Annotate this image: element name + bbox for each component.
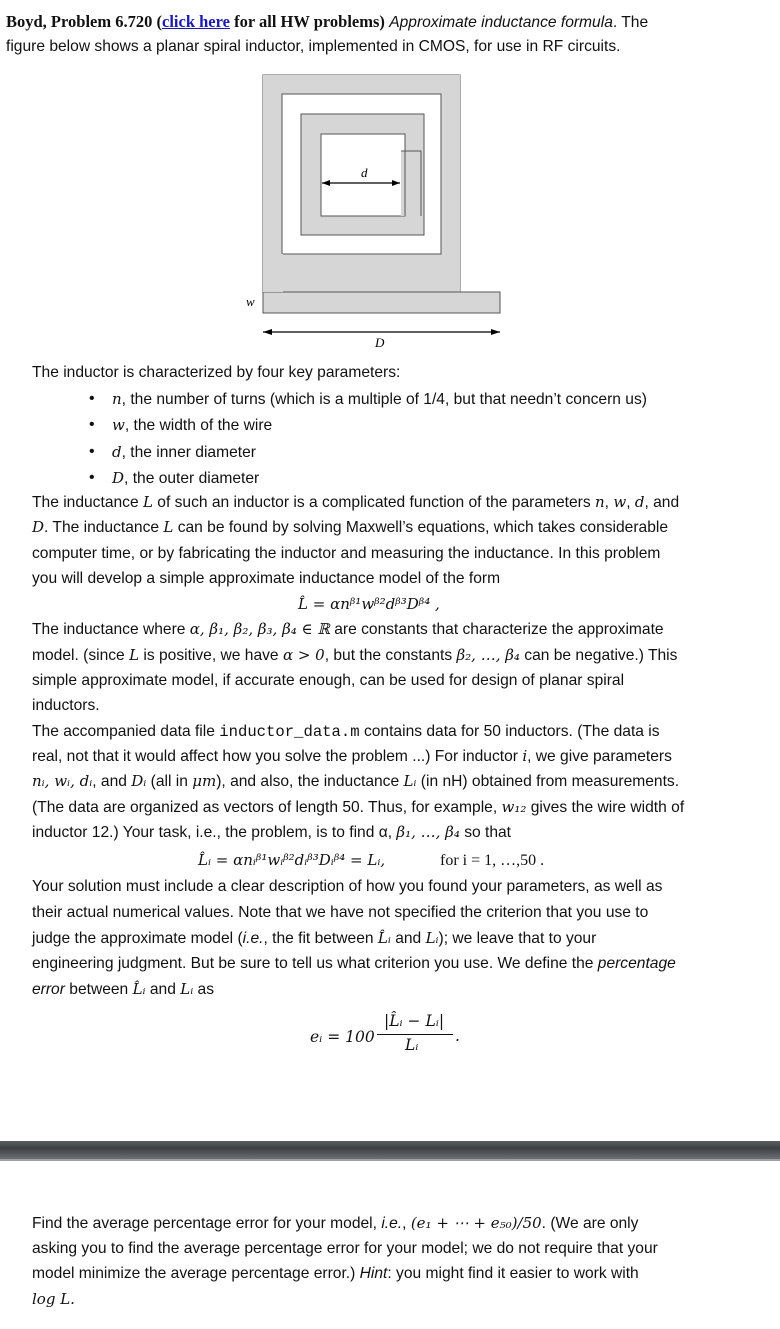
para3-line2: real, not that it would affect how you solve the problem ...) For inductor i, we give parameters [32, 747, 672, 765]
para1-line2: D. The inductance L can be found by solving Maxwell’s equations, which takes considerable [32, 518, 669, 536]
label-w: w [246, 294, 255, 309]
para5-line4: log L. [32, 1290, 75, 1308]
para5-line1: Find the average percentage error for your model, i.e., (e₁ + ⋯ + e₅₀)/50. (We are only [32, 1214, 639, 1232]
para4-line4: engineering judgment. But be sure to tell us what criterion you use. We define the percentage [32, 955, 676, 972]
para3-line5: inductor 12.) Your task, i.e., the problem, is to find α, β₁, …, β₄ so that [32, 823, 512, 841]
label-d: d [361, 165, 368, 180]
para5-line3: model minimize the average percentage error.) Hint: you might find it easier to work with [32, 1265, 639, 1282]
para4-line3: judge the approximate model (i.e., the fit between L̂ᵢ and Lᵢ); we leave that to your [32, 929, 597, 947]
list-item: • d, the inner diameter [112, 439, 647, 465]
para2-line1: The inductance where α, β₁, β₂, β₃, β₄ ∈ ℝ are constants that characterize the approximate [32, 620, 664, 638]
spiral-wire [263, 75, 500, 313]
para1-line3: computer time, or by fabricating the inductor and measuring the inductance. In this problem [32, 545, 661, 562]
intro-line-2: figure below shows a planar spiral inductor, implemented in CMOS, for use in RF circuits. [6, 38, 621, 55]
hw-problems-link[interactable]: click here [162, 12, 230, 31]
para4-line5: error between L̂ᵢ and Lᵢ as [32, 980, 215, 998]
params-intro: The inductor is characterized by four key parameters: [32, 364, 401, 381]
list-item: • w, the width of the wire [112, 412, 647, 438]
para1-line1: The inductance L of such an inductor is a complicated function of the parameters n, w, d, and [32, 493, 680, 511]
problem-title: Boyd, Problem 6.720 ( [6, 12, 162, 31]
problem-topic: Approximate inductance formula [389, 14, 613, 31]
label-D: D [375, 335, 385, 350]
formula-fit-range: for i = 1, …,50 . [440, 852, 545, 869]
params-list [112, 386, 647, 491]
problem-header [6, 9, 648, 35]
para2-line4: inductors. [32, 697, 100, 714]
para4-line1: Your solution must include a clear description of how you found your parameters, as well as [32, 878, 663, 895]
para2-line3: simple approximate model, if accurate enough, can be used for design of planar spiral [32, 672, 625, 689]
section-divider-edge [0, 1159, 780, 1161]
para3-line3: nᵢ, wᵢ, dᵢ, and Dᵢ (all in μm), and also, the inductance Lᵢ (in nH) obtained from measurements. [32, 772, 680, 790]
formula-fit: L̂ᵢ = αnᵢᵝ¹wᵢᵝ²dᵢᵝ³Dᵢᵝ⁴ = Lᵢ, [198, 851, 386, 869]
para3-line4: (The data are organized as vectors of length 50. Thus, for example, w₁₂ gives the wire width of [32, 798, 685, 816]
data-filename: inductor_data.m [219, 723, 360, 741]
list-item: • n, the number of turns (which is a multiple of 1/4, but that needn’t concern us) [112, 386, 647, 412]
para4-line2: their actual numerical values. Note that we have not specified the criterion that you use to [32, 904, 649, 921]
formula-model: L̂ = αnᵝ¹wᵝ²dᵝ³Dᵝ⁴ , [298, 595, 440, 613]
spiral-inductor-figure [230, 70, 530, 360]
para5-line2: asking you to find the average percentage error for your model; we do not require that your [32, 1240, 658, 1257]
para3-line1: The accompanied data file inductor_data.m contains data for 50 inductors. (The data is [32, 723, 660, 741]
intro-text: . The [612, 14, 649, 31]
para2-line2: model. (since L is positive, we have α > 0, but the constants β₂, …, β₄ can be negative.) This [32, 646, 678, 664]
problem-title-suffix: for all HW problems) [229, 12, 385, 31]
list-item: • D, the outer diameter [112, 465, 647, 491]
para1-line4: you will develop a simple approximate inductance model of the form [32, 570, 501, 587]
section-divider [0, 1141, 780, 1159]
